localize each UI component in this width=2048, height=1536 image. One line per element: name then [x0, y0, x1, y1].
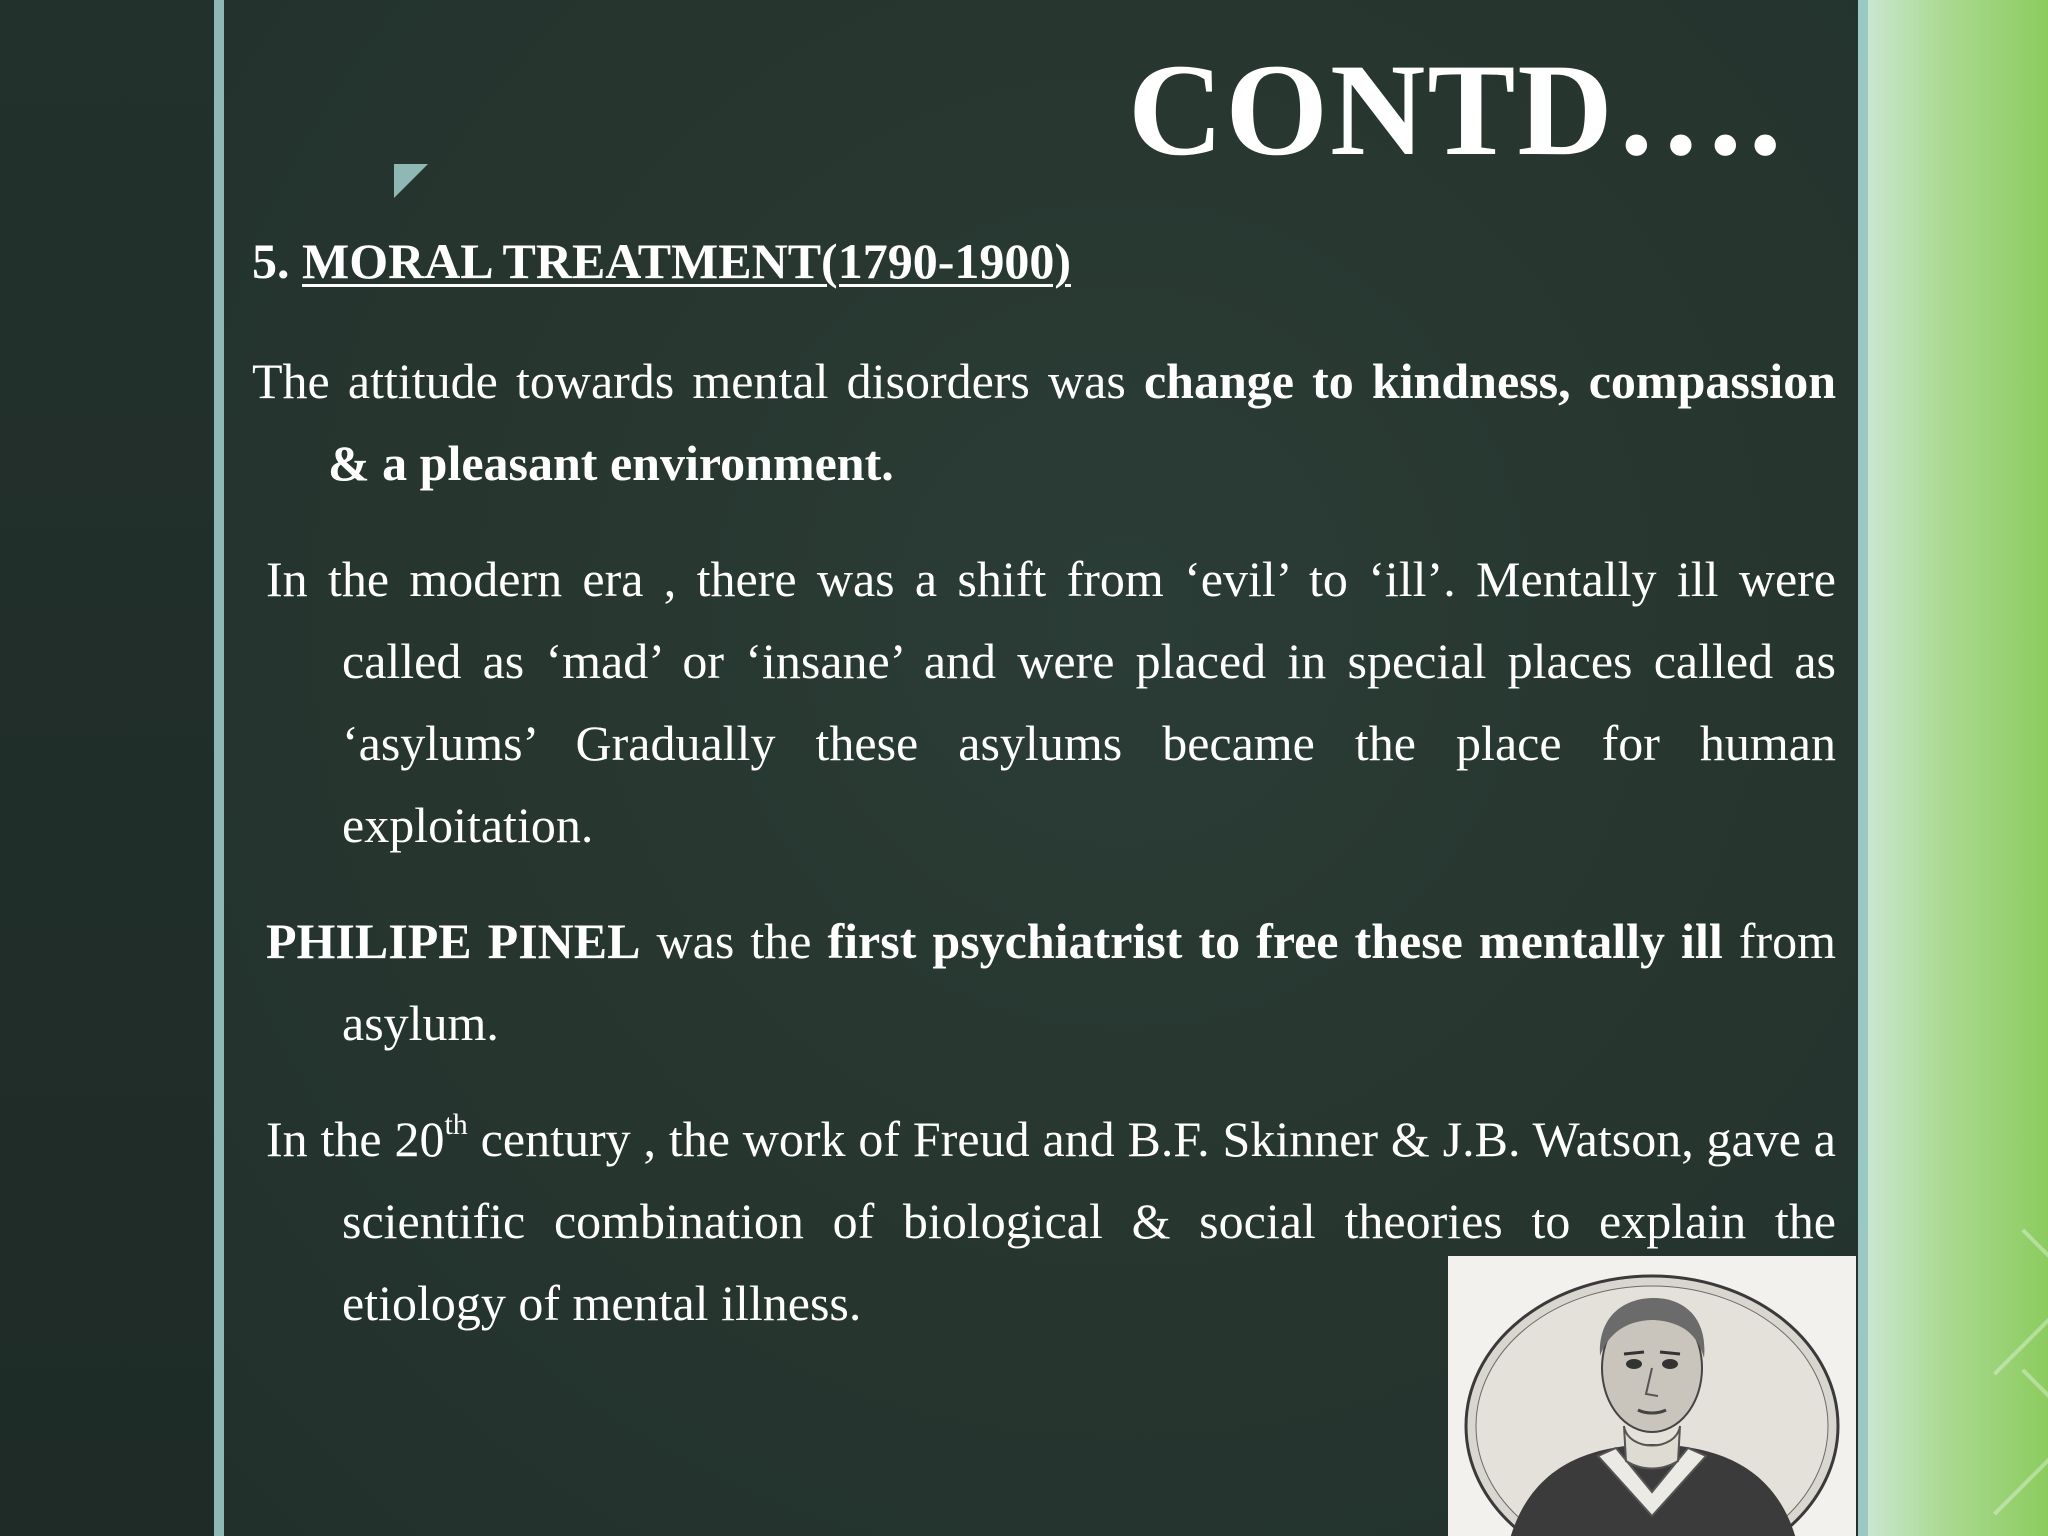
- portrait-drawing: [1448, 1256, 1856, 1536]
- right-accent-rule: [1858, 0, 1868, 1536]
- portrait-engraving: [1448, 1256, 1856, 1536]
- paragraph-text: century , the work of Freud and B.F. Skinner & J.B. Watson, gave a scientific combination of biological & social theories to explain the etiology of mental illness.: [342, 1111, 1837, 1331]
- paragraph-pinel: [266, 900, 1836, 1064]
- paragraph-text: from asylum.: [342, 913, 1837, 1051]
- paragraph-bold-text: change to kindness, compassion & a pleasant environment.: [328, 353, 1836, 491]
- superscript: th: [444, 1108, 468, 1141]
- paragraph-modern-era: [266, 538, 1836, 866]
- heading-number: 5.: [252, 233, 290, 289]
- right-decorative-band: [1868, 0, 2048, 1536]
- paragraph-text: In the modern era , there was a shift from ‘evil’ to ‘ill’. Mentally ill were called as ‘mad’ or ‘insane’ and were placed in special places called as ‘asylums’ Gradually these asylums became the place for human exploitation.: [266, 551, 1836, 853]
- chevron-decoration-icon: [1936, 1228, 2048, 1375]
- heading-text: MORAL TREATMENT(1790-1900): [302, 233, 1071, 289]
- paragraph-text: The attitude towards mental disorders was: [252, 353, 1144, 409]
- slide-title: CONTD….: [1128, 36, 1784, 183]
- paragraph-text: In the 20: [266, 1111, 445, 1167]
- chevron-decoration-icon: [1936, 1368, 2048, 1515]
- left-band: [0, 0, 214, 1536]
- section-heading: [252, 220, 1836, 302]
- slide-body: [252, 220, 1836, 1378]
- paragraph-bold-text: first psychiatrist to free these mentally ill: [827, 913, 1723, 969]
- pinel-name: PHILIPE PINEL: [266, 913, 641, 969]
- left-accent-rule: [214, 0, 224, 1536]
- paragraph-attitude: [252, 340, 1836, 504]
- paragraph-text: was the: [640, 913, 828, 969]
- triangle-corner-icon: [394, 164, 428, 198]
